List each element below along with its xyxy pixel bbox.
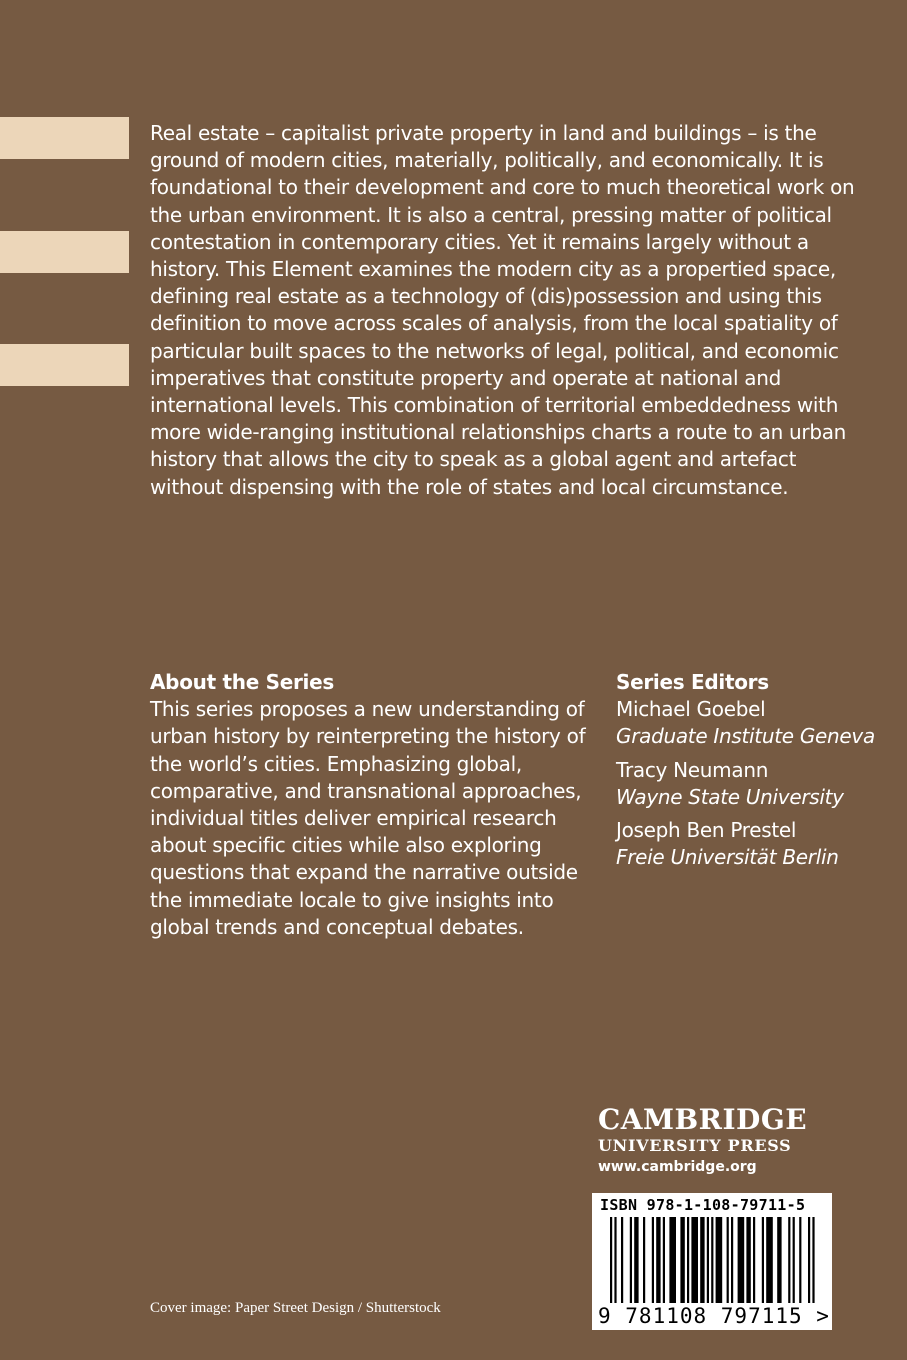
publisher-logo: [598, 1104, 838, 1178]
barcode-bar: [610, 1217, 612, 1303]
barcode-bar: [716, 1217, 723, 1303]
barcode-bar: [766, 1217, 773, 1303]
barcode-digits: 9 781108 797115 >: [598, 1304, 830, 1328]
barcode-bar: [727, 1217, 729, 1303]
about-series-section: [150, 669, 605, 941]
barcode-bar: [687, 1217, 689, 1303]
editor-name: Tracy Neumann: [616, 757, 769, 782]
publisher-name: CAMBRIDGE: [598, 1103, 808, 1136]
barcode-bar: [634, 1217, 638, 1303]
publisher-url: www.cambridge.org: [598, 1159, 757, 1175]
accent-bar-top: [0, 117, 129, 159]
barcode-bar: [680, 1217, 684, 1303]
book-blurb: Real estate – capitalist private property in land and buildings – is the ground of modern cities, materially, politically, and economically. It is foundational to their development and core to much theoretical work on the urban environment. It is also a central, pressing matter of political contestation in contemporary cities. Yet it remains largely without a history. This Element examines the modern city as a propertied space, defining real estate as a technology of (dis)possession and using this definition to move across scales of analysis, from the local spatiality of particular built spaces to the networks of legal, political, and economic imperatives that constitute property and operate at national and international levels. This combination of territorial embeddedness with more wide-ranging institutional relationships charts a route to an urban history that allows the city to speak as a global agent and artefact without dispensing with the role of states and local circumstance.: [150, 121, 855, 499]
editor-entry: [616, 696, 876, 750]
editor-entry: [616, 757, 876, 811]
barcode-bar: [788, 1217, 790, 1303]
accent-bar-bottom: [0, 344, 129, 386]
cover-image-credit: Cover image: Paper Street Design / Shutterstock: [150, 1300, 441, 1316]
barcode-bar: [812, 1217, 814, 1303]
barcode-bar: [793, 1217, 795, 1303]
barcode-bar: [621, 1217, 623, 1303]
barcode-bar: [711, 1217, 713, 1303]
isbn-barcode: [592, 1193, 832, 1330]
barcode-bar: [669, 1217, 676, 1303]
barcode-bar: [753, 1217, 755, 1303]
barcode-bar: [643, 1217, 645, 1303]
barcode-bar: [746, 1217, 750, 1303]
barcode-bar: [808, 1217, 810, 1303]
barcode-bar: [614, 1217, 616, 1303]
barcode-bar: [630, 1217, 632, 1303]
editor-affiliation: Wayne State University: [616, 784, 844, 809]
barcode-bar: [738, 1217, 745, 1303]
barcode-bar: [707, 1217, 709, 1303]
barcode-bar: [656, 1217, 660, 1303]
series-editors-section: [616, 669, 876, 871]
barcode-bars: [610, 1217, 816, 1303]
editor-affiliation: Graduate Institute Geneva: [616, 724, 875, 749]
editor-affiliation: Freie Universität Berlin: [616, 845, 839, 870]
barcode-bar: [762, 1217, 764, 1303]
accent-bar-middle: [0, 231, 129, 273]
publisher-subtitle: UNIVERSITY PRESS: [598, 1136, 792, 1155]
editor-name: Joseph Ben Prestel: [616, 818, 797, 843]
barcode-bar: [799, 1217, 801, 1303]
barcode-bar: [691, 1217, 698, 1303]
barcode-bar: [652, 1217, 654, 1303]
editor-entry: [616, 817, 876, 871]
isbn-label: ISBN 978-1-108-79711-5: [600, 1196, 806, 1214]
about-series-text: This series proposes a new understanding of urban history by reinterpreting the history of the world’s cities. Emphasizing global, comparative, and transnational approaches, individual titles deliver empirical research about specific cities while also exploring questions that expand the narrative outside the immediate locale to give insights into global trends and conceptual debates.: [150, 697, 586, 939]
barcode-bar: [663, 1217, 665, 1303]
barcode-bar: [700, 1217, 704, 1303]
barcode-bar: [731, 1217, 733, 1303]
series-editors-heading: Series Editors: [616, 670, 769, 694]
editor-name: Michael Goebel: [616, 697, 766, 722]
barcode-bar: [777, 1217, 781, 1303]
about-series-heading: About the Series: [150, 670, 334, 694]
